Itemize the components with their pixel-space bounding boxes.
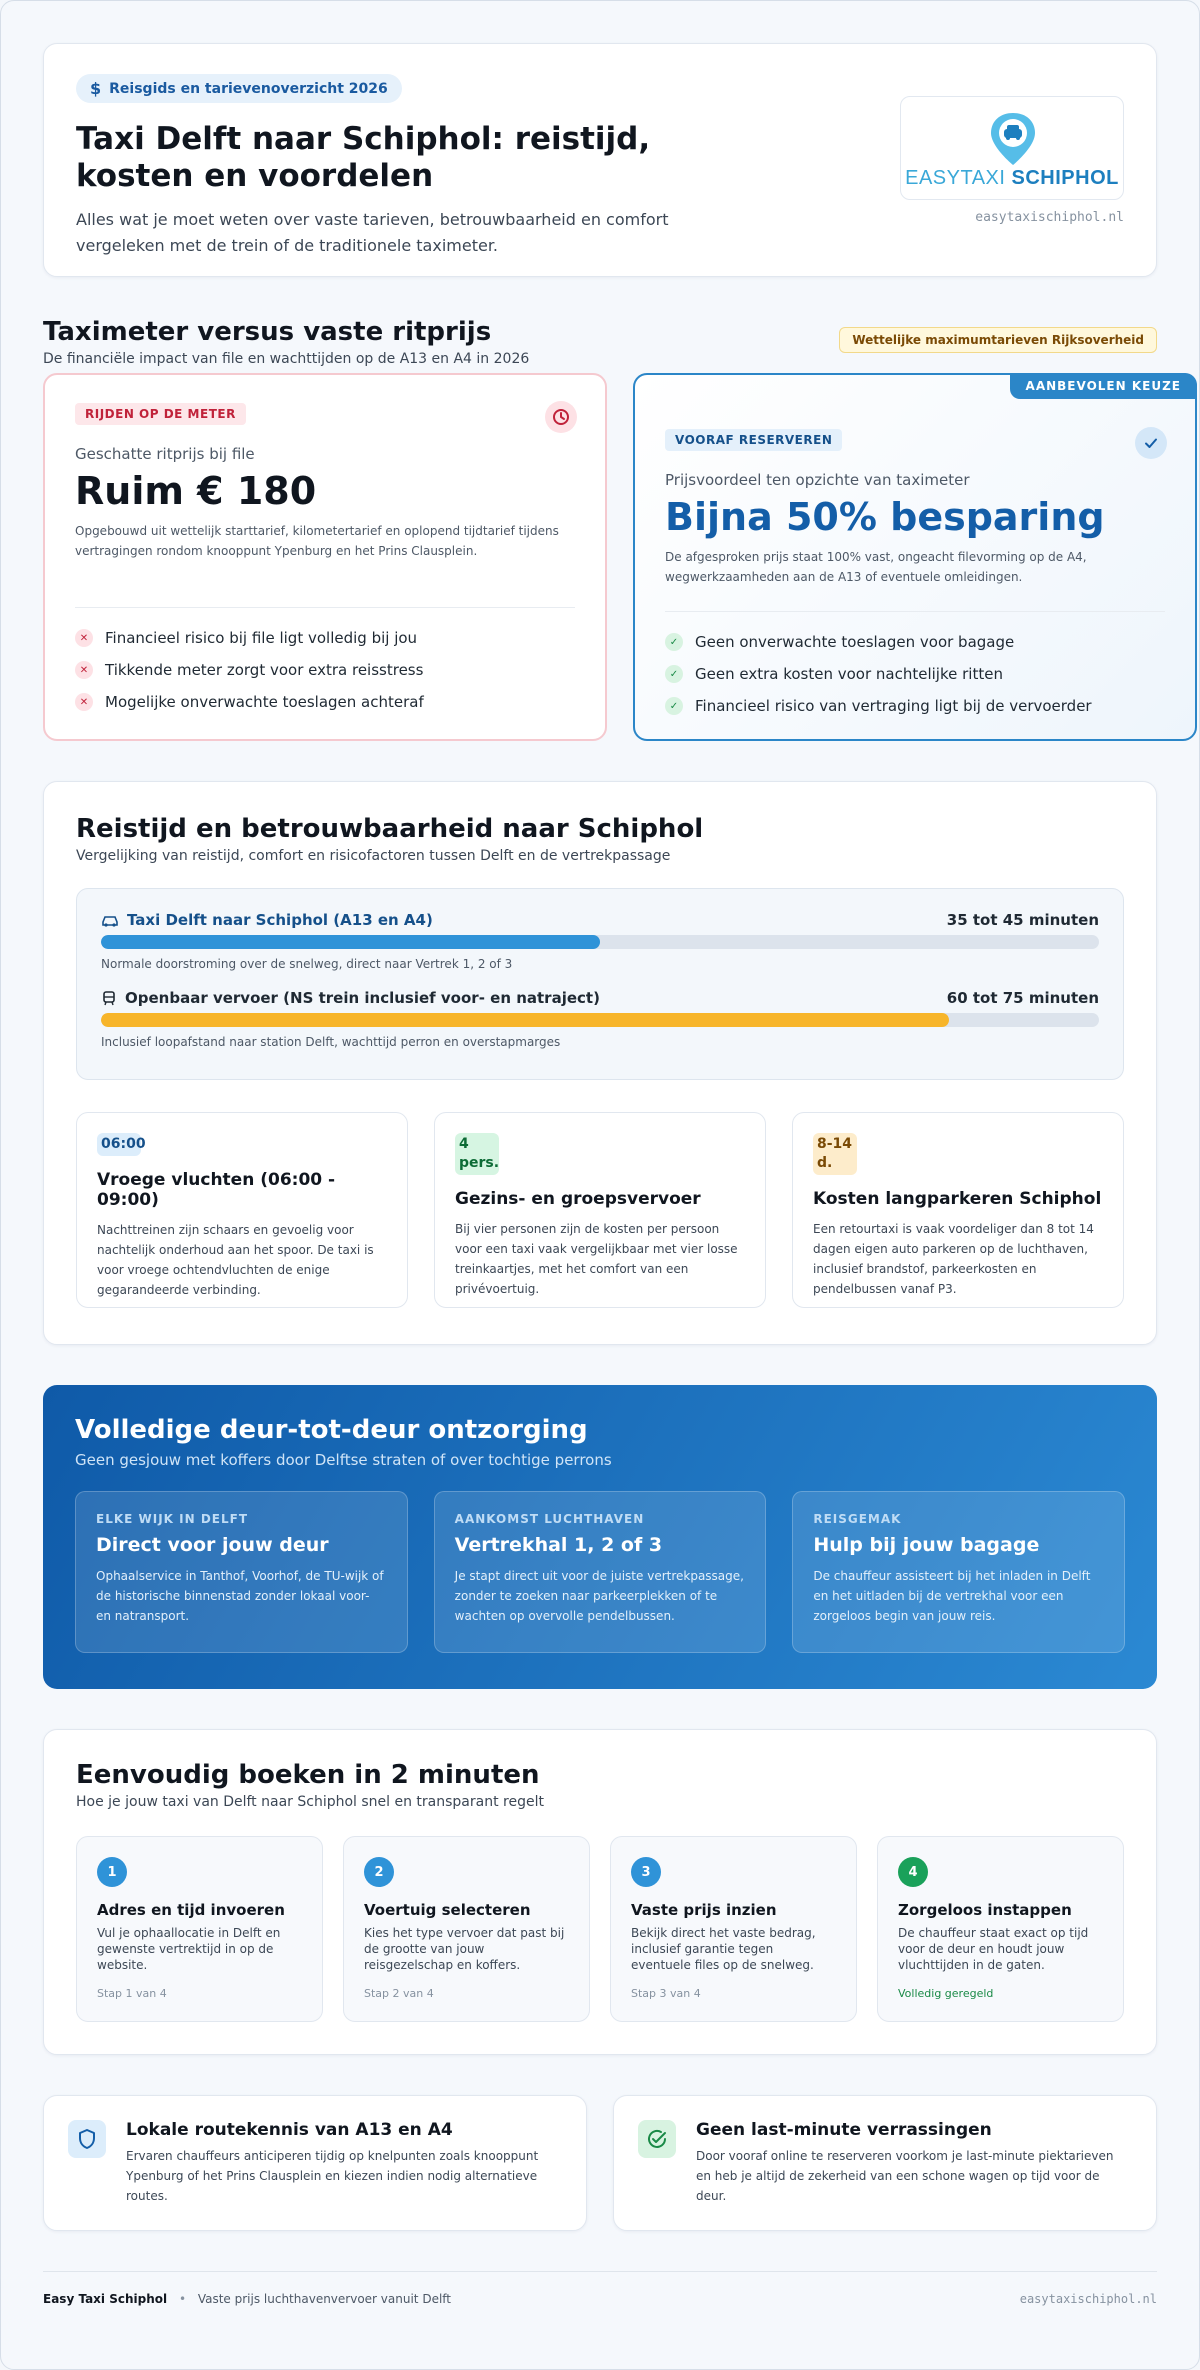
- recommended-ribbon: AANBEVOLEN KEUZE: [1010, 373, 1197, 399]
- meter-price-label: Geschatte ritprijs bij file: [75, 445, 255, 463]
- train-time-label: Openbaar vervoer (NS trein inclusief voor- en natraject): [125, 989, 600, 1007]
- info-card-route-knowledge: Lokale routekennis van A13 en A4 Ervaren chauffeurs anticiperen tijdig op knelpunten zoals knooppunt Ypenburg of het Prins Clausplein en kiezen indien nodig alternatieve routes.: [43, 2095, 587, 2231]
- meter-price-card: [43, 373, 607, 741]
- booking-section: [43, 1729, 1157, 2055]
- travel-section: [43, 781, 1157, 1345]
- divider: [75, 607, 575, 608]
- pricing-subtitle: De financiële impact van file en wachttijden op de A13 en A4 in 2026: [43, 351, 530, 367]
- footer-separator: •: [178, 2292, 187, 2306]
- train-time-row: [101, 989, 1099, 1049]
- scenario-chip: 8-14 d.: [813, 1133, 857, 1175]
- fixed-price: Bijna 50% besparing: [665, 495, 1105, 539]
- travel-subtitle: Vergelijking van reistijd, comfort en risicofactoren tussen Delft en de vertrekpassage: [76, 848, 671, 864]
- meter-price: Ruim € 180: [75, 469, 317, 513]
- taxi-time-label: Taxi Delft naar Schiphol (A13 en A4): [127, 911, 433, 929]
- fixed-pro-item: ✓ Geen extra kosten voor nachtelijke ritten: [665, 658, 1165, 690]
- footer-tagline: Vaste prijs luchthavenvervoer vanuit Delft: [197, 2292, 451, 2306]
- brand-logo[interactable]: [900, 96, 1124, 200]
- train-time-value: 60 tot 75 minuten: [946, 989, 1099, 1007]
- booking-step-2: 2 Voertuig selecteren Kies het type vervoer dat past bij de grootte van jouw reisgezelschap en koffers. Stap 2 van 4: [343, 1836, 590, 2022]
- scenario-card-parking: [792, 1112, 1124, 1308]
- fixed-pro-item: ✓ Geen onverwachte toeslagen voor bagage: [665, 626, 1165, 658]
- door-subtitle: Geen gesjouw met koffers door Delftse straten of over tochtige perrons: [75, 1451, 612, 1469]
- meter-con-item: ✕ Financieel risico bij file ligt volledig bij jou: [75, 622, 575, 654]
- booking-step-1: 1 Adres en tijd invoeren Vul je ophaallocatie in Delft en gewenste vertrektijd in op de website. Stap 1 van 4: [76, 1836, 323, 2022]
- price-comparison: [43, 373, 1181, 741]
- meter-con-item: ✕ Mogelijke onverwachte toeslagen achteraf: [75, 686, 575, 718]
- door-title: Volledige deur-tot-deur ontzorging: [75, 1415, 588, 1445]
- page-title: Taxi Delft naar Schiphol: reistijd, kosten en voordelen: [76, 121, 651, 194]
- travel-title: Reistijd en betrouwbaarheid naar Schiphol: [76, 814, 704, 844]
- check-icon: ✓: [665, 697, 683, 715]
- taxi-time-fill: [101, 935, 600, 949]
- guide-pill-label: Reisgids en tarievenoverzicht 2026: [109, 80, 388, 97]
- dollar-icon: $: [90, 79, 102, 98]
- booking-step-4: 4 Zorgeloos instappen De chauffeur staat exact op tijd voor de deur en houdt jouw vluchttijden in de gaten. Volledig geregeld: [877, 1836, 1124, 2022]
- pricing-header: [43, 317, 1157, 367]
- scenario-text: Een retourtaxi is vaak voordeliger dan 8 tot 14 dagen eigen auto parkeren op de luchthaven, inclusief brandstof, parkeerkosten en pendelbussen vanaf P3.: [813, 1222, 1094, 1296]
- location-pin-icon: [983, 109, 1043, 167]
- train-icon: [101, 990, 117, 1006]
- divider: [665, 611, 1165, 612]
- door-feature-luggage: REISGEMAK Hulp bij jouw bagage De chauffeur assisteert bij het inladen in Delft en het uitladen bij de vertrekhal voor een zorgeloos begin van jouw reis.: [792, 1491, 1125, 1653]
- fixed-price-card: [633, 373, 1197, 741]
- fixed-price-label: Prijsvoordeel ten opzichte van taximeter: [665, 471, 970, 489]
- train-time-track: [101, 1013, 1099, 1027]
- step-number: 3: [631, 1857, 661, 1887]
- taxi-time-value: 35 tot 45 minuten: [946, 911, 1099, 929]
- scenario-card-groups: [434, 1112, 766, 1308]
- taxi-time-row: [101, 911, 1099, 971]
- meter-description: Opgebouwd uit wettelijk starttarief, kilometertarief en oplopend tijdtarief tijdens vertragingen rondom knooppunt Ypenburg en het Prins Clausplein.: [75, 524, 559, 558]
- check-icon: ✓: [665, 633, 683, 651]
- footer-url[interactable]: easytaxischiphol.nl: [1019, 2292, 1157, 2306]
- train-time-fill: [101, 1013, 949, 1027]
- cross-icon: ✕: [75, 661, 93, 679]
- step-number: 2: [364, 1857, 394, 1887]
- taxi-time-note: Normale doorstroming over de snelweg, direct naar Vertrek 1, 2 of 3: [101, 957, 513, 971]
- footer: [43, 2271, 1157, 2306]
- door-feature-arrival: AANKOMST LUCHTHAVEN Vertrekhal 1, 2 of 3 Je stapt direct uit voor de juiste vertrekpassage, zonder te zoeken naar parkeerplekken of te wachten op overvolle pendelbussen.: [434, 1491, 767, 1653]
- scenario-text: Bij vier personen zijn de kosten per persoon voor een taxi vaak vergelijkbaar met vier losse treinkaartjes, met het comfort van een privévoertuig.: [455, 1222, 738, 1296]
- scenario-title: Kosten langparkeren Schiphol: [813, 1189, 1102, 1209]
- shield-icon: [68, 2120, 106, 2158]
- pricing-title: Taximeter versus vaste ritprijs: [43, 317, 492, 347]
- meter-tag: RIJDEN OP DE METER: [75, 403, 246, 425]
- fixed-tag: VOORAF RESERVEREN: [665, 429, 842, 451]
- legal-tariff-badge: Wettelijke maximumtarieven Rijksoverheid: [839, 327, 1157, 353]
- scenario-chip: 06:00: [97, 1133, 141, 1156]
- booking-title: Eenvoudig boeken in 2 minuten: [76, 1760, 540, 1790]
- scenario-cards: [76, 1112, 1124, 1308]
- car-icon: [101, 913, 119, 927]
- hero-card: [43, 43, 1157, 277]
- scenario-title: Gezins- en groepsvervoer: [455, 1189, 701, 1209]
- train-time-note: Inclusief loopafstand naar station Delft, wachttijd perron en overstapmarges: [101, 1035, 561, 1049]
- door-to-door-section: [43, 1385, 1157, 1689]
- info-card-no-surprises: Geen last-minute verrassingen Door vooraf online te reserveren voorkom je last-minute piektarieven en heb je altijd de zekerheid van een schone wagen op tijd voor de deur.: [613, 2095, 1157, 2231]
- step-number: 1: [97, 1857, 127, 1887]
- door-feature-pickup: ELKE WIJK IN DELFT Direct voor jouw deur Ophaalservice in Tanthof, Voorhof, de TU-wijk of de historische binnenstad zonder lokaal voor- en natransport.: [75, 1491, 408, 1653]
- cross-icon: ✕: [75, 629, 93, 647]
- booking-subtitle: Hoe je jouw taxi van Delft naar Schiphol snel en transparant regelt: [76, 1794, 544, 1810]
- guide-pill: [76, 74, 402, 103]
- check-icon: ✓: [665, 665, 683, 683]
- check-circle-icon: [638, 2120, 676, 2158]
- footer-brand: Easy Taxi Schiphol: [43, 2292, 168, 2306]
- scenario-text: Nachttreinen zijn schaars en gevoelig voor nachtelijk onderhoud aan het spoor. De taxi is voor vroege ochtendvluchten de enige gegarandeerde verbinding.: [97, 1223, 374, 1297]
- logo-url[interactable]: easytaxischiphol.nl: [975, 210, 1124, 225]
- logo-wordmark: EASYTAXI SCHIPHOL: [905, 167, 1119, 189]
- meter-con-item: ✕ Tikkende meter zorgt voor extra reisstress: [75, 654, 575, 686]
- check-icon: [1135, 427, 1167, 459]
- page-subtitle: Alles wat je moet weten over vaste tarieven, betrouwbaarheid en comfort vergeleken met de trein of de traditionele taximeter.: [76, 210, 669, 255]
- step-number: 4: [898, 1857, 928, 1887]
- cross-icon: ✕: [75, 693, 93, 711]
- fixed-pro-item: ✓ Financieel risico van vertraging ligt bij de vervoerder: [665, 690, 1165, 722]
- booking-step-3: 3 Vaste prijs inzien Bekijk direct het vaste bedrag, inclusief garantie tegen eventuele files op de snelweg. Stap 3 van 4: [610, 1836, 857, 2022]
- scenario-title: Vroege vluchten (06:00 - 09:00): [97, 1170, 336, 1210]
- travel-time-comparison: [76, 888, 1124, 1080]
- fixed-description: De afgesproken prijs staat 100% vast, ongeacht filevorming op de A4, wegwerkzaamheden aan de A13 of eventuele omleidingen.: [665, 550, 1087, 584]
- scenario-card-early-flights: [76, 1112, 408, 1308]
- clock-icon: [545, 401, 577, 433]
- taxi-time-track: [101, 935, 1099, 949]
- scenario-chip: 4 pers.: [455, 1133, 499, 1175]
